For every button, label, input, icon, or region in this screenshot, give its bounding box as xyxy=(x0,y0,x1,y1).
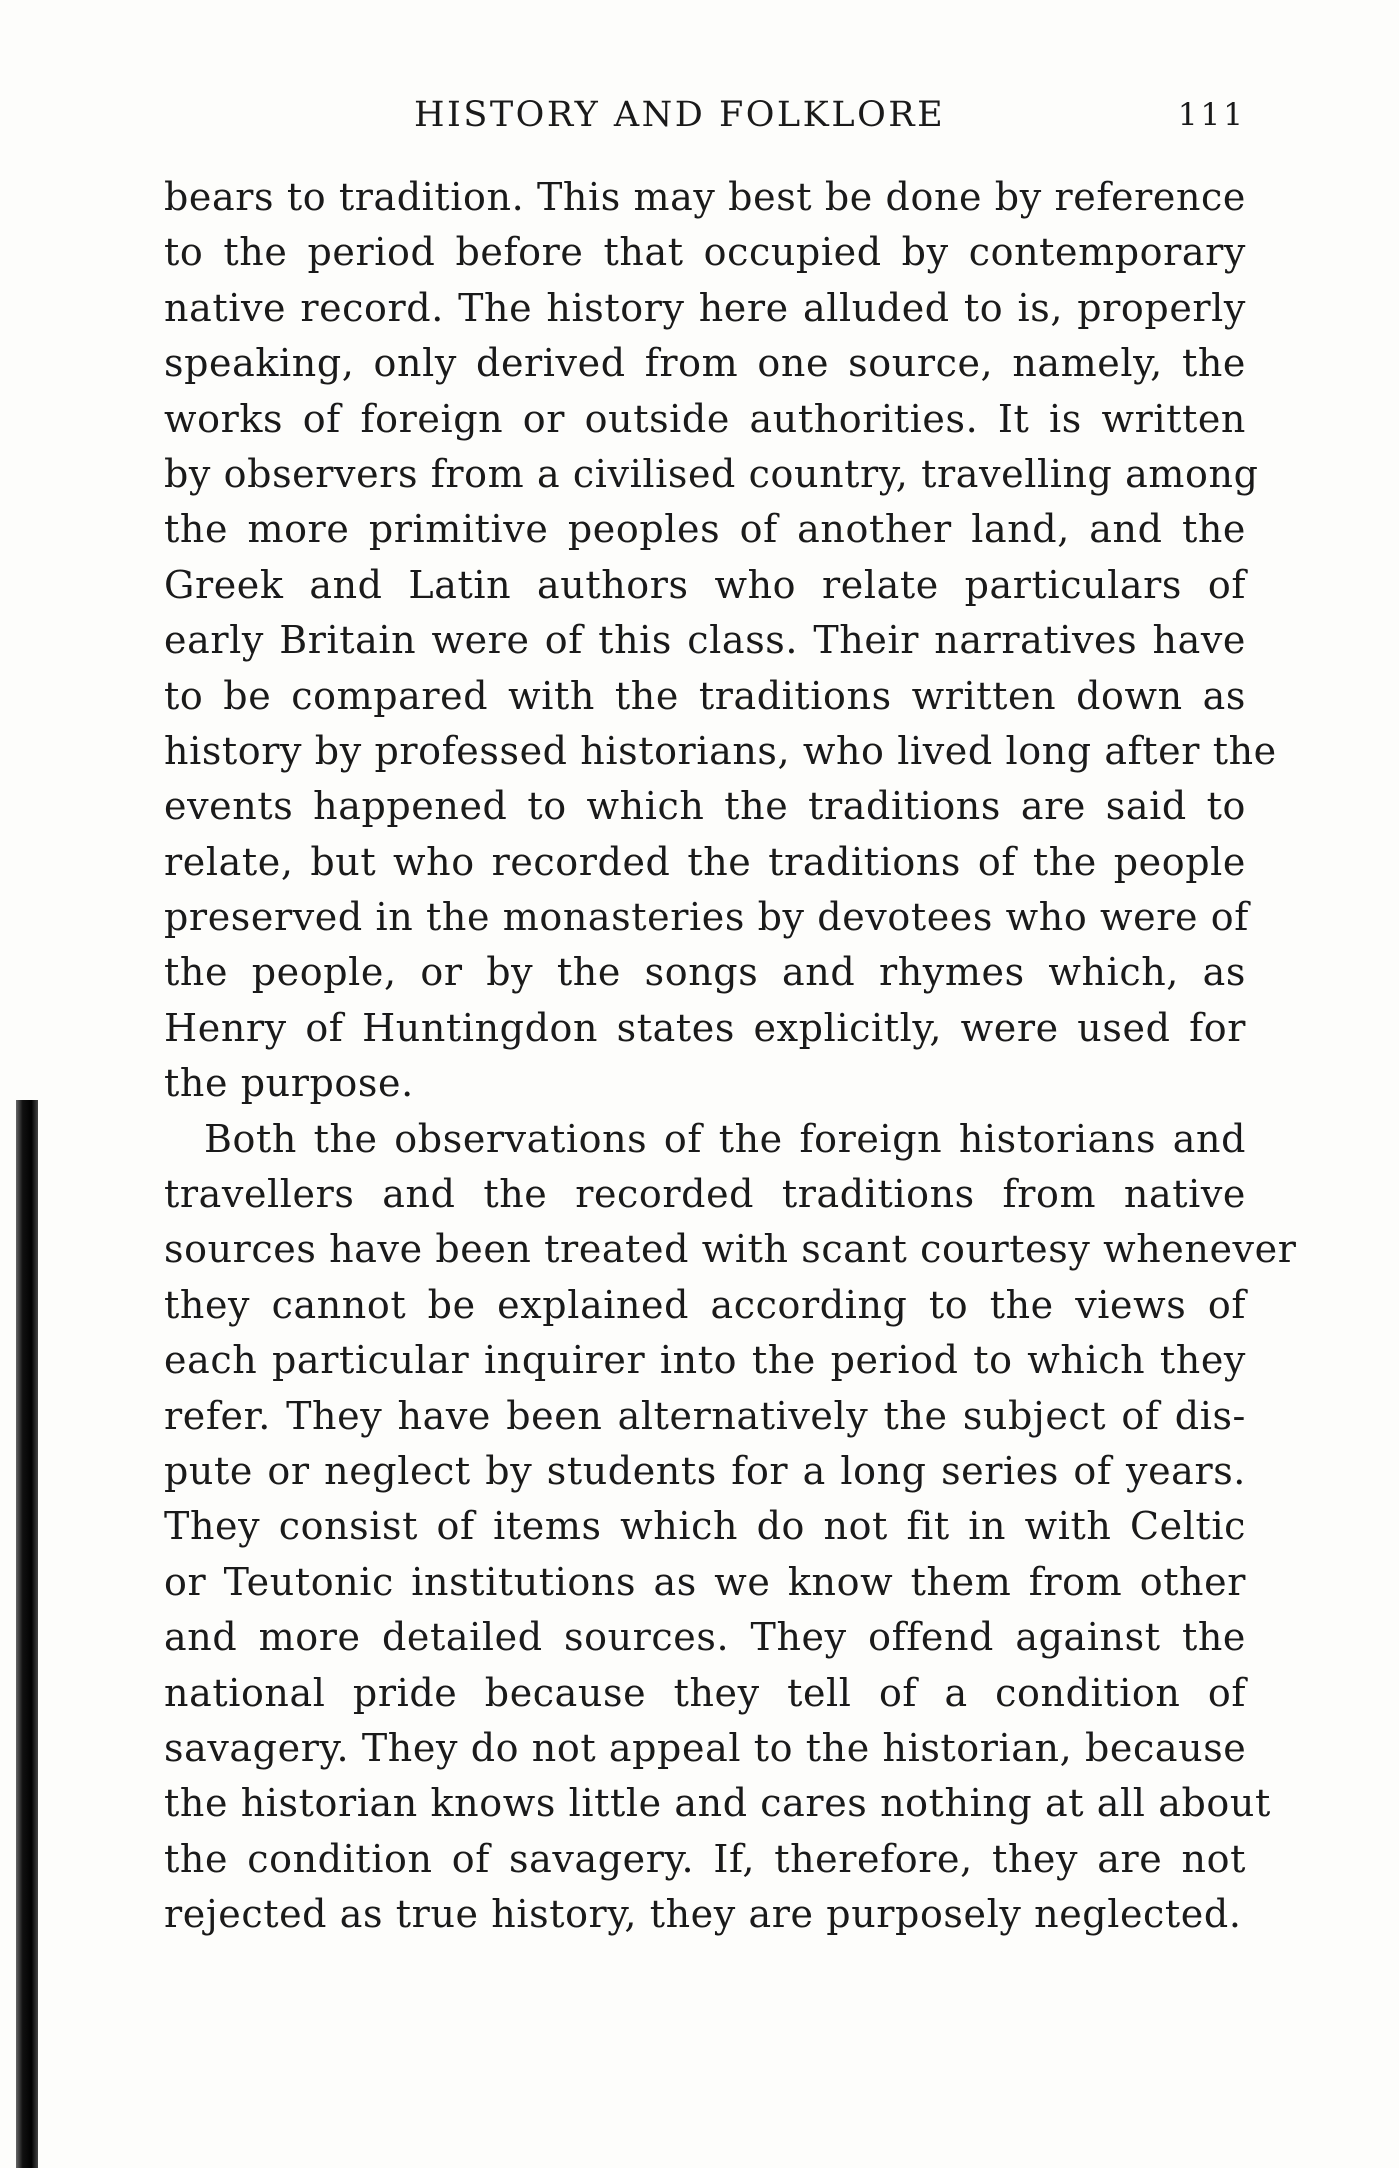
binding-edge-shadow xyxy=(16,1100,38,2168)
text-line: savagery. They do not appeal to the historian, because xyxy=(164,1725,1247,1770)
text-line: Both the observations of the foreign historians and xyxy=(204,1116,1246,1161)
text-line: speaking, only derived from one source, namely, the xyxy=(164,341,1246,386)
text-line: each particular inquirer into the period to which they xyxy=(164,1338,1246,1383)
text-line: the purpose. xyxy=(164,1061,414,1106)
page-number: 111 xyxy=(1177,97,1246,133)
paragraph xyxy=(164,170,1277,1112)
text-line: to be compared with the traditions written down as xyxy=(164,673,1246,718)
text-line: national pride because they tell of a condition of xyxy=(164,1670,1246,1715)
text-line: preserved in the monasteries by devotees who were of xyxy=(164,895,1249,940)
page-header xyxy=(164,95,1246,145)
text-line: Greek and Latin authors who relate particulars of xyxy=(164,562,1246,607)
text-line: the historian knows little and cares nothing at all about xyxy=(164,1781,1271,1826)
text-line: native record. The history here alluded to is, properly xyxy=(164,285,1246,330)
text-line: early Britain were of this class. Their narratives have xyxy=(164,618,1246,663)
text-line: to the period before that occupied by contemporary xyxy=(164,230,1246,275)
text-line: sources have been treated with scant courtesy whenever xyxy=(164,1227,1297,1272)
text-line: and more detailed sources. They offend against the xyxy=(164,1615,1246,1660)
text-line: Henry of Huntingdon states explicitly, were used for xyxy=(164,1005,1246,1050)
paragraph xyxy=(164,1112,1297,1943)
text-line: relate, but who recorded the traditions of the people xyxy=(164,839,1246,884)
text-line: rejected as true history, they are purposely neglected. xyxy=(164,1892,1242,1937)
text-line: or Teutonic institutions as we know them from other xyxy=(164,1559,1246,1604)
text-line: the people, or by the songs and rhymes which, as xyxy=(164,950,1246,995)
text-line: They consist of items which do not fit in with Celtic xyxy=(164,1504,1246,1549)
text-line: refer. They have been alternatively the subject of dis- xyxy=(164,1393,1246,1438)
text-line: the more primitive peoples of another land, and the xyxy=(164,507,1246,552)
body-text xyxy=(164,170,1297,1943)
text-line: events happened to which the traditions are said to xyxy=(164,784,1246,829)
text-line: bears to tradition. This may best be done by reference xyxy=(164,175,1246,219)
text-line: pute or neglect by students for a long series of years. xyxy=(164,1448,1246,1493)
text-line: they cannot be explained according to the views of xyxy=(164,1282,1246,1327)
running-title: HISTORY AND FOLKLORE xyxy=(414,95,946,135)
text-line: works of foreign or outside authorities. It is written xyxy=(164,396,1246,441)
text-line: by observers from a civilised country, travelling among xyxy=(164,451,1259,496)
text-line: history by professed historians, who lived long after the xyxy=(164,728,1277,773)
text-line: the condition of savagery. If, therefore, they are not xyxy=(164,1836,1246,1881)
text-line: travellers and the recorded traditions from native xyxy=(164,1172,1246,1217)
